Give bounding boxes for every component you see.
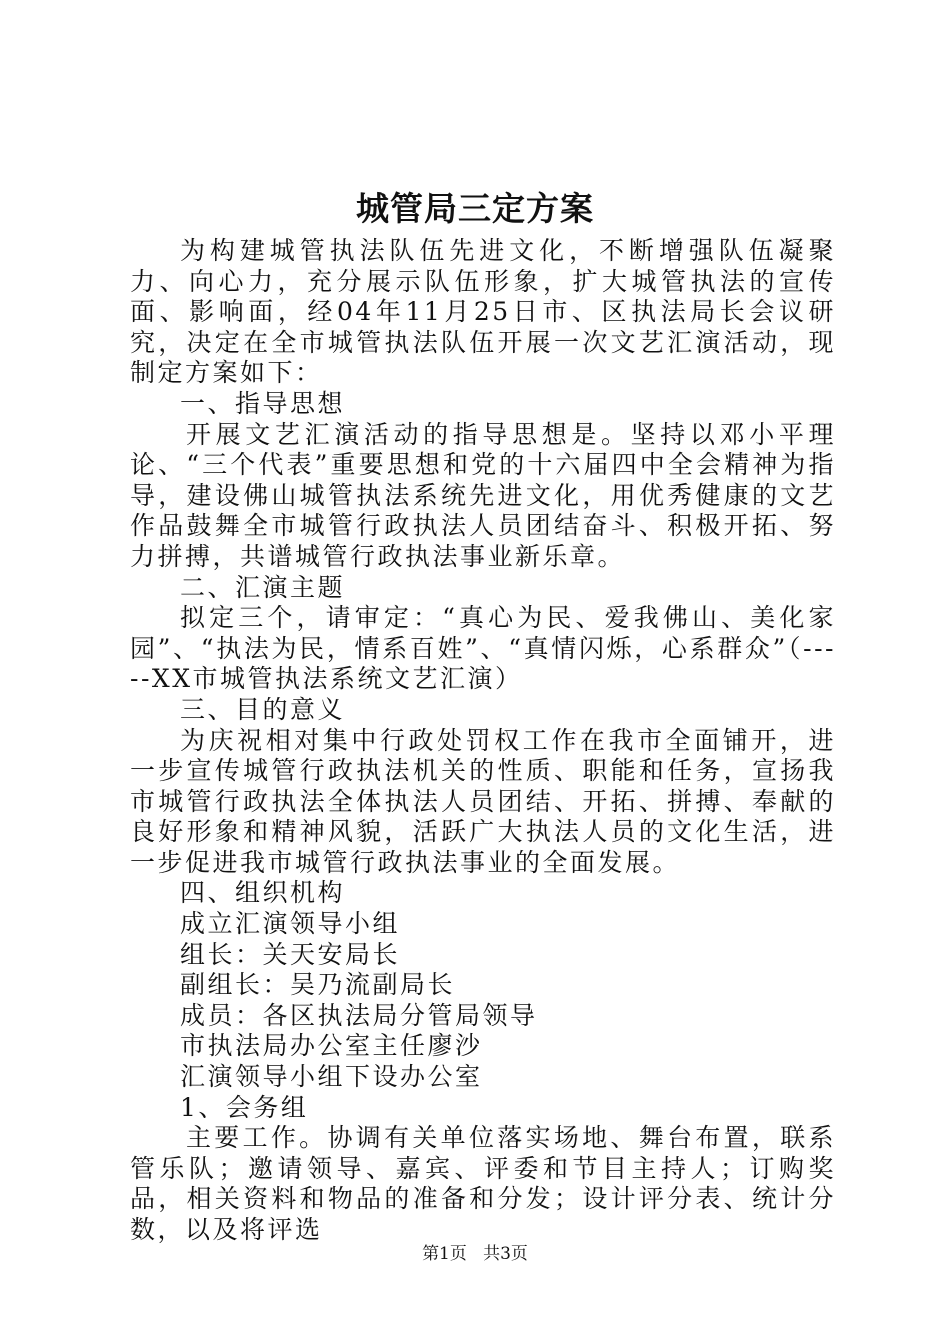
theme-paragraph: 拟定三个，请审定：“真心为民、爱我佛山、美化家园”、“执法为民，情系百姓”、“真情闪烁，心系群众”（-----XX市城管执法系统文艺汇演） — [130, 603, 836, 694]
intro-paragraph: 为构建城管执法队伍先进文化，不断增强队伍凝聚力、向心力，充分展示队伍形象，扩大城管执法的宣传面、影响面，经04年11月25日市、区执法局长会议研究，决定在全市城管执法队伍开展一次文艺汇演活动，现制定方案如下： — [130, 236, 836, 388]
organization-line: 汇演领导小组下设办公室 — [180, 1062, 483, 1092]
subsection-heading-affairs-group: 1、会务组 — [180, 1092, 309, 1122]
document-title: 城管局三定方案 — [356, 189, 594, 228]
organization-line: 成立汇演领导小组 — [180, 909, 401, 939]
page-total: 共3页 — [483, 1244, 528, 1264]
organization-line: 组长：关天安局长 — [180, 939, 401, 969]
organization-line: 成员：各区执法局分管局领导 — [180, 1000, 538, 1030]
purpose-paragraph: 为庆祝相对集中行政处罚权工作在我市全面铺开，进一步宣传城管行政执法机关的性质、职能和任务，宣扬我市城管行政执法全体执法人员团结、开拓、拼搏、奉献的良好形象和精神风貌，活跃广大执法人员的文化生活，进一步促进我市城管行政执法事业的全面发展。 — [130, 725, 836, 877]
section-heading-guiding-ideology: 一、指导思想 — [180, 388, 346, 418]
page-footer — [0, 1242, 950, 1266]
section-heading-organization: 四、组织机构 — [180, 878, 346, 908]
guiding-ideology-paragraph: 开展文艺汇演活动的指导思想是。坚持以邓小平理论、“三个代表”重要思想和党的十六届四中全会精神为指导，建设佛山城管执法系统先进文化，用优秀健康的文艺作品鼓舞全市城管行政执法人员团结奋斗、积极开拓、努力拼搏，共谱城管行政执法事业新乐章。 — [130, 419, 836, 571]
footer-separator — [472, 1244, 477, 1264]
page-number: 第1页 — [422, 1244, 467, 1264]
organization-line: 市执法局办公室主任廖沙 — [180, 1031, 483, 1061]
affairs-group-paragraph: 主要工作。协调有关单位落实场地、舞台布置，联系管乐队；邀请领导、嘉宾、评委和节目主持人；订购奖品，相关资料和物品的准备和分发；设计评分表、统计分数，以及将评选 — [130, 1123, 836, 1244]
document-body — [130, 236, 836, 1246]
organization-line: 副组长：吴乃流副局长 — [180, 970, 456, 1000]
section-heading-theme: 二、汇演主题 — [180, 572, 346, 602]
section-heading-purpose: 三、目的意义 — [180, 694, 346, 724]
